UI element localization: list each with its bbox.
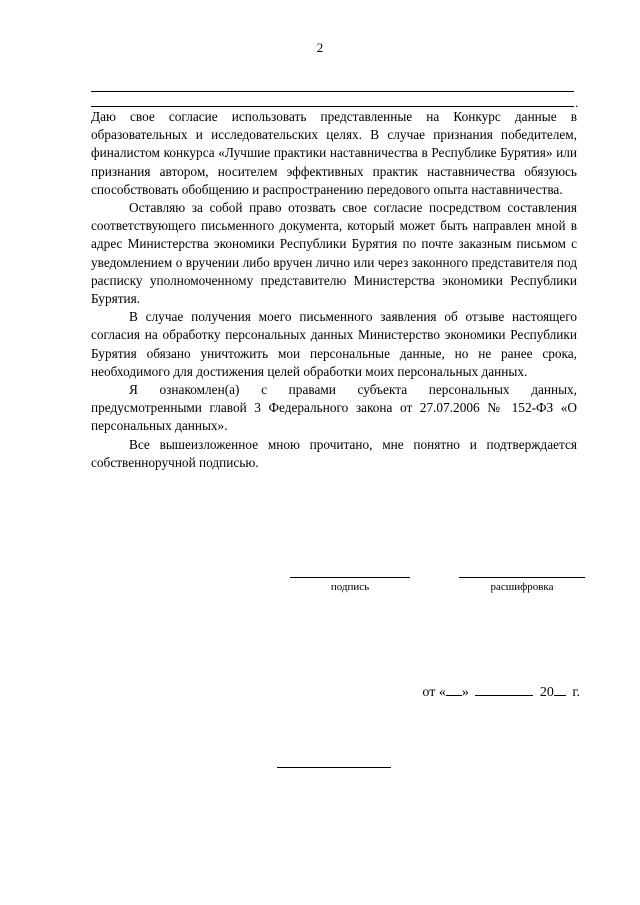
decoding-caption: расшифровка	[490, 581, 554, 593]
paragraph-data-destruction: В случае получения моего письменного заявления об отзыве настоящего согласия на обработку персональных данных Министерство экономики Республики Бурятия обязано уничтожить мои персональные данные, но не ранее срока, необходимого для достижения целей обработки моих персональных данных.	[91, 309, 577, 379]
date-prefix: от «	[422, 685, 446, 700]
year-prefix: 20	[539, 685, 554, 700]
month-blank	[475, 683, 533, 696]
year-blank	[554, 683, 566, 696]
date-line	[422, 683, 580, 701]
bottom-line	[277, 767, 391, 768]
fill-line-2	[91, 106, 574, 107]
consent-text	[91, 108, 577, 472]
paragraph-confirmation: Все вышеизложенное мною прочитано, мне понятно и подтверждается собственноручной подписью.	[91, 436, 577, 470]
page-number: 2	[316, 40, 324, 55]
fill-line-period: .	[575, 95, 579, 110]
fill-line-1	[91, 91, 574, 92]
paragraph-rights-acknowledgement: Я ознакомлен(а) с правами субъекта персональных данных, предусмотренными главой 3 Федерального закона от 27.07.2006 № 152-ФЗ «О персональных данных».	[91, 382, 577, 434]
paragraph-consent-usage: Даю свое согласие использовать представленные на Конкурс данные в образовательных и исследовательских целях. В случае признания победителем, финалистом конкурса «Лучшие практики наставничества в Республике Бурятия» или признания автором, носителем эффективных практик наставничества обязуюсь способствовать обобщению и распространению передового опыта наставничества.	[91, 109, 577, 197]
date-quote-close: »	[461, 685, 469, 700]
decoding-line	[459, 577, 585, 578]
signature-line	[290, 577, 410, 578]
day-blank	[446, 683, 462, 696]
year-suffix: г.	[572, 685, 580, 700]
paragraph-withdrawal-right: Оставляю за собой право отозвать свое согласие посредством составления соответствующего письменного документа, который может быть направлен мной в адрес Министерства экономики Республики Бурятия по почте заказным письмом с уведомлением о вручении либо вручен лично или через законного представителя под расписку уполномоченному представителю Министерства экономики Республики Бурятия.	[91, 200, 577, 307]
signature-caption: подпись	[330, 581, 370, 593]
